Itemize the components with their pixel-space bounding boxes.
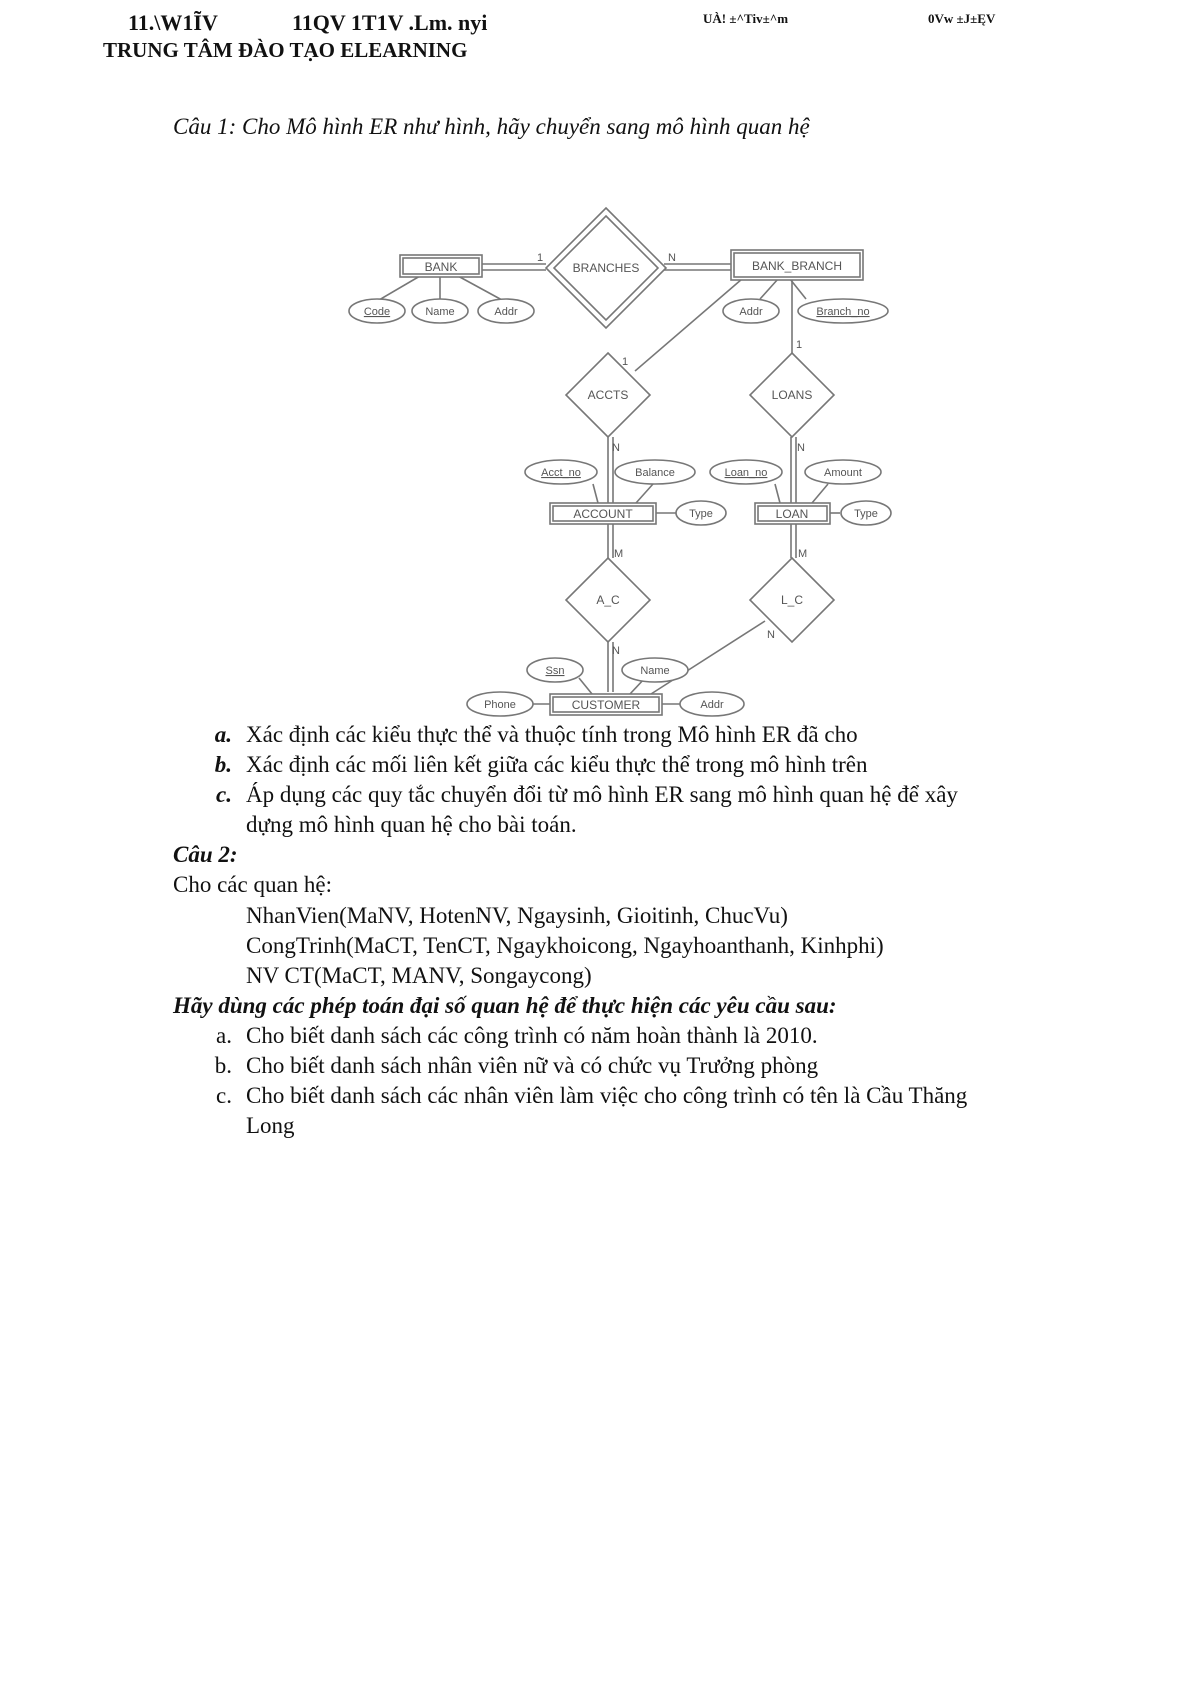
relationship-accts bbox=[566, 353, 650, 437]
attribute-branch-addr bbox=[723, 299, 779, 323]
question-2-title: Câu 2: bbox=[173, 842, 238, 867]
cardinality-ac-customer: N bbox=[612, 645, 620, 657]
attribute-loan-type-label: Type bbox=[854, 508, 878, 520]
question-2-item-a bbox=[196, 1021, 818, 1051]
er-diagram bbox=[340, 195, 910, 720]
attribute-bank-name-label: Name bbox=[425, 306, 455, 318]
attribute-loan-type bbox=[841, 501, 891, 525]
item-marker: c. bbox=[216, 782, 232, 807]
entity-bank-branch bbox=[731, 250, 863, 280]
relationship-lc bbox=[750, 558, 834, 642]
relationship-loans bbox=[750, 353, 834, 437]
attribute-branch-addr-label: Addr bbox=[739, 306, 763, 318]
cardinality-branch-loans: 1 bbox=[796, 339, 803, 351]
attribute-acct-no bbox=[525, 460, 597, 484]
attribute-customer-addr bbox=[680, 692, 744, 716]
cardinality-bank-branches: 1 bbox=[537, 252, 544, 264]
attribute-phone bbox=[467, 692, 533, 716]
attribute-balance-label: Balance bbox=[635, 467, 675, 479]
item-marker: c. bbox=[216, 1083, 232, 1108]
attribute-customer-name-label: Name bbox=[640, 665, 670, 677]
relationship-accts-label: ACCTS bbox=[587, 388, 629, 402]
attribute-account-type-label: Type bbox=[689, 508, 713, 520]
attribute-balance bbox=[615, 460, 695, 484]
header-center-name: TRUNG TÂM ĐÀO TẠO ELEARNING bbox=[103, 38, 468, 62]
attribute-branch-no bbox=[798, 299, 888, 323]
entity-bank-branch-label: BANK_BRANCH bbox=[751, 259, 843, 273]
entity-customer-label: CUSTOMER bbox=[571, 698, 641, 712]
relationship-branches-label: BRANCHES bbox=[572, 261, 640, 275]
header-code-right2: 0Vw ±J±ĘV bbox=[928, 11, 996, 26]
attribute-code bbox=[349, 299, 405, 323]
relationship-loans-label: LOANS bbox=[771, 388, 813, 402]
relationship-ac bbox=[566, 558, 650, 642]
entity-bank-label: BANK bbox=[424, 260, 458, 274]
attribute-bank-addr-label: Addr bbox=[494, 306, 518, 318]
relationship-ac-label: A_C bbox=[596, 593, 620, 607]
cardinality-loans-loan: N bbox=[797, 442, 805, 454]
question-2-item-c-continuation: Long bbox=[246, 1113, 295, 1138]
cardinality-account-ac: M bbox=[614, 548, 624, 560]
item-text: Cho biết danh sách nhân viên nữ và có chức vụ Trưởng phòng bbox=[246, 1053, 819, 1078]
attribute-bank-name bbox=[412, 299, 468, 323]
attribute-amount-label: Amount bbox=[824, 467, 862, 479]
question-1-title: Câu 1: Cho Mô hình ER như hình, hãy chuyển sang mô hình quan hệ bbox=[173, 114, 810, 139]
attribute-amount bbox=[805, 460, 881, 484]
entity-account bbox=[550, 503, 656, 524]
relationship-lc-label: L_C bbox=[780, 593, 804, 607]
question-2-intro: Cho các quan hệ: bbox=[173, 872, 333, 897]
relation-nhanvien: NhanVien(MaNV, HotenNV, Ngaysinh, Gioitinh, ChucVu) bbox=[246, 903, 788, 928]
item-text: Cho biết danh sách các nhân viên làm việc cho công trình có tên là Cầu Thăng bbox=[246, 1083, 968, 1108]
header-code-mid: 11QV 1T1V .Lm. nyi bbox=[292, 10, 488, 35]
cardinality-branch-accts: 1 bbox=[622, 356, 629, 368]
attribute-loan-no-label: Loan_no bbox=[724, 467, 768, 479]
item-text: Xác định các mối liên kết giữa các kiểu thực thể trong mô hình trên bbox=[246, 752, 868, 777]
relation-congtrinh: CongTrinh(MaCT, TenCT, Ngaykhoicong, Ngayhoanthanh, Kinhphi) bbox=[246, 933, 884, 958]
question-2-item-c bbox=[196, 1081, 967, 1111]
attribute-account-type bbox=[676, 501, 726, 525]
question-1-item-a bbox=[196, 720, 858, 750]
item-text: Xác định các kiểu thực thể và thuộc tính trong Mô hình ER đã cho bbox=[246, 722, 858, 747]
attribute-branch-no-label: Branch_no bbox=[816, 306, 870, 318]
entity-loan bbox=[755, 503, 830, 524]
entity-loan-label: LOAN bbox=[775, 507, 809, 521]
cardinality-branches-branch: N bbox=[668, 252, 676, 264]
cardinality-lc-customer: N bbox=[767, 629, 775, 641]
entity-bank bbox=[400, 255, 482, 277]
attribute-code-label: Code bbox=[363, 306, 391, 318]
question-1-item-b bbox=[196, 750, 867, 780]
question-2-task: Hãy dùng các phép toán đại số quan hệ để thực hiện các yêu cầu sau: bbox=[173, 993, 837, 1018]
relation-nv-ct: NV CT(MaCT, MANV, Songaycong) bbox=[246, 963, 592, 988]
attribute-customer-name bbox=[622, 658, 688, 682]
question-1-item-c bbox=[196, 780, 958, 810]
attribute-ssn-label: Ssn bbox=[545, 665, 565, 677]
question-2-item-b bbox=[196, 1051, 818, 1081]
header-code-right1: UÀ! ±^Tiv±^m bbox=[703, 11, 789, 26]
item-text: Cho biết danh sách các công trình có năm hoàn thành là 2010. bbox=[246, 1023, 818, 1048]
item-marker: b. bbox=[214, 1053, 232, 1078]
entity-customer bbox=[550, 694, 662, 715]
attribute-acct-no-label: Acct_no bbox=[541, 467, 581, 479]
attribute-customer-addr-label: Addr bbox=[700, 699, 724, 711]
item-marker: a. bbox=[214, 722, 232, 747]
attribute-phone-label: Phone bbox=[484, 699, 516, 711]
cardinality-accts-account: N bbox=[612, 442, 620, 454]
header-code-left: 11.\W1ĨV bbox=[128, 10, 218, 35]
item-marker: a. bbox=[216, 1023, 232, 1048]
cardinality-loan-lc: M bbox=[798, 548, 808, 560]
attribute-bank-addr bbox=[478, 299, 534, 323]
item-marker: b. bbox=[214, 752, 232, 777]
entity-account-label: ACCOUNT bbox=[573, 507, 633, 521]
question-1-item-c-continuation: dựng mô hình quan hệ cho bài toán. bbox=[246, 812, 577, 837]
relationship-branches bbox=[546, 208, 666, 328]
attribute-ssn bbox=[527, 658, 583, 682]
attribute-loan-no bbox=[710, 460, 782, 484]
item-text: Áp dụng các quy tắc chuyển đổi từ mô hình ER sang mô hình quan hệ để xây bbox=[246, 782, 958, 807]
